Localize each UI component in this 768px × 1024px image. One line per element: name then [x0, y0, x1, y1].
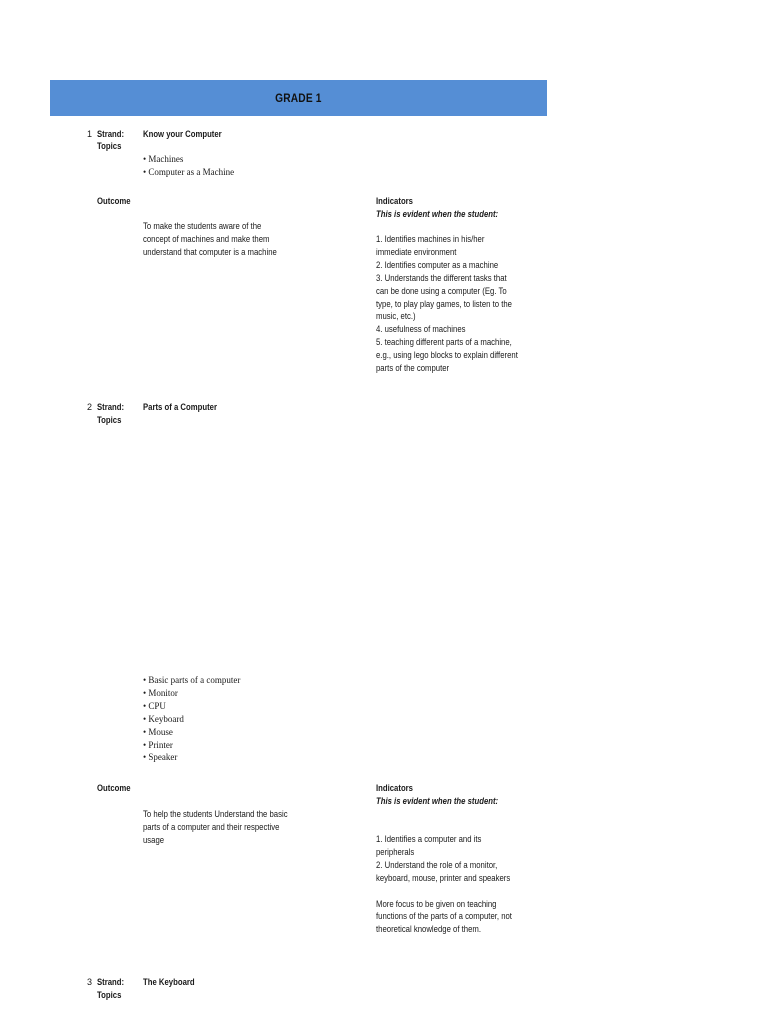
outcome-line: To help the students Understand the basic	[143, 809, 288, 819]
topics-label: Topics	[97, 990, 122, 1000]
indicators-list	[376, 833, 512, 936]
indicator-line: 3. Understands the different tasks that	[376, 272, 507, 283]
topics-list	[143, 674, 240, 764]
section-number: 1	[86, 129, 92, 139]
indicator-line: keyboard, mouse, printer and speakers	[376, 872, 511, 883]
strand-label: Strand:	[97, 129, 125, 139]
topics-list	[143, 153, 234, 179]
outcome-line: usage	[143, 834, 165, 845]
grade-banner	[50, 80, 547, 116]
topic-item: • CPU	[143, 700, 166, 711]
indicator-line: can be done using a computer (Eg. To	[376, 285, 507, 296]
topics-label: Topics	[97, 415, 122, 425]
section-number: 3	[86, 977, 92, 987]
outcome-line: concept of machines and make them	[143, 233, 270, 244]
topic-item: • Mouse	[143, 726, 173, 737]
indicator-line: 1. Identifies a computer and its	[376, 834, 482, 844]
topic-item: • Printer	[143, 739, 173, 750]
topic-item: • Basic parts of a computer	[143, 675, 241, 685]
indicator-line: 2. Understand the role of a monitor,	[376, 859, 498, 870]
indicator-line: peripherals	[376, 846, 415, 857]
strand-label: Strand:	[97, 977, 125, 987]
indicator-line: 5. teaching different parts of a machine,	[376, 337, 512, 348]
strand-label: Strand:	[97, 402, 125, 412]
indicator-line: functions of the parts of a computer, not	[376, 911, 512, 922]
outcome-label: Outcome	[97, 196, 131, 206]
indicator-line	[376, 885, 512, 898]
outcome-line: To make the students aware of the	[143, 221, 262, 231]
topic-item: • Machines	[143, 154, 184, 164]
indicator-line: immediate environment	[376, 246, 457, 257]
outcome-text	[143, 220, 277, 259]
topic-item: • Keyboard	[143, 713, 184, 724]
indicator-line: parts of the computer	[376, 363, 450, 374]
indicator-line: e.g., using lego blocks to explain different	[376, 350, 518, 361]
indicators-list	[376, 233, 518, 375]
indicator-line: 2. Identifies computer as a machine	[376, 259, 499, 270]
indicator-line: theoretical knowledge of them.	[376, 924, 481, 935]
outcome-label: Outcome	[97, 783, 131, 793]
topic-item: • Speaker	[143, 752, 178, 763]
indicators-label: Indicators	[376, 783, 413, 793]
topic-item: • Computer as a Machine	[143, 166, 235, 177]
strand-title: Know your Computer	[143, 129, 222, 139]
indicator-line: music, etc.)	[376, 311, 416, 322]
topic-item: • Monitor	[143, 687, 178, 698]
section-number: 2	[86, 402, 92, 412]
indicator-line: type, to play play games, to listen to the	[376, 298, 512, 309]
strand-title: Parts of a Computer	[143, 402, 217, 412]
strand-title: The Keyboard	[143, 977, 195, 987]
page-title: GRADE 1	[275, 91, 322, 105]
indicators-subtitle: This is evident when the student:	[376, 796, 499, 806]
indicator-line: 4. usefulness of machines	[376, 324, 466, 335]
topics-label: Topics	[97, 141, 122, 151]
indicator-line: More focus to be given on teaching	[376, 898, 497, 909]
indicators-label: Indicators	[376, 196, 413, 206]
outcome-text	[143, 808, 288, 847]
indicators-subtitle: This is evident when the student:	[376, 209, 499, 219]
outcome-line: parts of a computer and their respective	[143, 821, 280, 832]
indicator-line: 1. Identifies machines in his/her	[376, 234, 485, 244]
outcome-line: understand that computer is a machine	[143, 246, 277, 257]
